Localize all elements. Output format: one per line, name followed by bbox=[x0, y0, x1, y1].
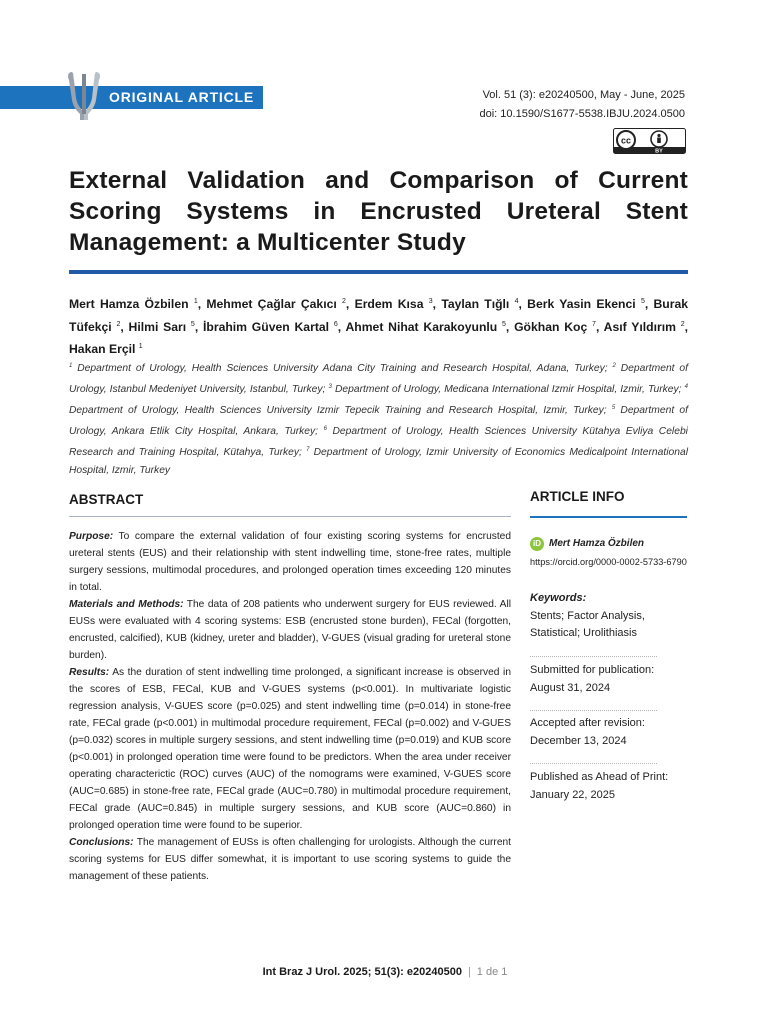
author: Mehmet Çağlar Çakıcı $^2$ bbox=[206, 297, 346, 311]
affiliation: Department of Urology, Health Sciences University Izmir Tepecik Training and Research Hospital, Izmir, Turkey; bbox=[69, 405, 607, 416]
title-divider bbox=[69, 270, 688, 274]
abstract-methods: Materials and Methods: The data of 208 patients who underwent surgery for EUS reviewed. All EUSs were evaluated with 4 scoring systems: ESB (encrusted stone burden), FECal (forgotten, encrusted, calcified), KUB (kidney, ureter and bladder), V-GUES (visual grading for ureteral stone burden). bbox=[69, 599, 511, 661]
footer-separator: | bbox=[467, 966, 471, 978]
abstract-heading: ABSTRACT bbox=[69, 492, 144, 507]
volume-line: Vol. 51 (3): e20240500, May - June, 2025 bbox=[482, 89, 685, 101]
cc-license-badge bbox=[613, 128, 686, 154]
abstract-results: Results: As the duration of stent indwelling time prolonged, a significant increase is observed in the scores of ESB, FECal, KUB and V-GUES systems (p<0.001). In multivariate logistic regression analysis, V-GUES score (p=0.025) and stent indwelling time (p=0.014) in stone-free rate, FECal grade (p<0.001) in multimodal procedure requirement, FECal (p=0.002) and V-GUES (p=0.032) scores in multiple surgery sessions, and stent indwelling time (p=0.019) and KUB score (p<0.001) in prolonged operation time were found to be predictors. When the area under receiver operating characterictic (ROC) curves (AUC) of the nomograms were examined, V-GUES score (AUC=0.685) in stone-free rate, FECal grade (AUC=0.780) in multimodal procedure requirement, FECal grade (AUC=0.845) in multiple surgery sessions, and KUB score (AUC=0.860) in prolonged operation time were found to be superior. bbox=[69, 667, 511, 831]
orcid-author-name: Mert Hamza Özbilen bbox=[549, 538, 645, 549]
author: Asıf Yıldırım $^2$ bbox=[603, 319, 685, 334]
orcid-link[interactable]: https://orcid.org/0000-0002-5733-6790 bbox=[530, 557, 687, 567]
abstract-body bbox=[69, 528, 511, 885]
info-separator bbox=[530, 710, 657, 711]
author: Hilmi Sarı $^5$ bbox=[128, 319, 195, 334]
submitted-label: Submitted for publication: bbox=[530, 664, 655, 676]
affiliation: Department of Urology, Medicana International Izmir Hospital, Izmir, Turkey; bbox=[334, 384, 682, 395]
affiliation: Department of Urology, Izmir University of Economics Medicalpoint International Hospital, Izmir, Turkey bbox=[69, 447, 688, 476]
abstract-conclusions: Conclusions: The management of EUSs is often challenging for urologists. Although the current scoring systems for EUS differ somewhat, it is important to use scoring systems to guide the management of these patients. bbox=[69, 837, 511, 882]
author: İbrahim Güven Kartal $^6$ bbox=[203, 319, 338, 334]
affiliation: Department of Urology, Ankara Etlik City Hospital, Ankara, Turkey; bbox=[69, 405, 688, 437]
author: Ahmet Nihat Karakoyunlu $^5$ bbox=[345, 319, 506, 334]
affiliations: $^1$ Department of Urology, Health Sciences University Adana City Training and Research Hospital, Adana, Turkey; $^2$ Department of Urology, Istanbul Medeniyet University, Istanbul, Turkey; $^3$ Department of Urology, Medicana International Izmir Hospital, Izmir, Turkey; $^4$ Department of Urology, Health Sciences University Izmir Tepecik Training and Research Hospital, Izmir, Turkey; $^5$ Department of Urology, Ankara Etlik City Hospital, Ankara, Turkey; $^6$ Department of Urology, Health Sciences University Kütahya Evliya Celebi Research and Training Hospital, Kütahya, Turkey; $^7$ Department of Urology, Izmir University of Economics Medicalpoint International Hospital, Izmir, Turkey bbox=[69, 363, 688, 476]
article-info-heading: ARTICLE INFO bbox=[530, 489, 625, 504]
author: Berk Yasin Ekenci $^5$ bbox=[527, 297, 645, 311]
license-badge-text: BY bbox=[655, 148, 663, 154]
info-separator bbox=[530, 656, 657, 657]
published-date: January 22, 2025 bbox=[530, 789, 616, 801]
footer-citation: Int Braz J Urol. 2025; 51(3): e20240500 bbox=[262, 966, 462, 978]
affiliation: Department of Urology, Istanbul Medeniyet University, Istanbul, Turkey; bbox=[69, 363, 688, 395]
published-label: Published as Ahead of Print: bbox=[530, 771, 669, 783]
author: Gökhan Koç $^7$ bbox=[514, 319, 596, 334]
author: Taylan Tığlı $^4$ bbox=[441, 297, 519, 311]
affiliation: Department of Urology, Health Sciences University Kütahya Evliya Celebi Research and Training Hospital, Kütahya, Turkey; bbox=[69, 426, 688, 458]
article-info-divider bbox=[530, 516, 687, 518]
affiliation: Department of Urology, Health Sciences University Adana City Training and Research Hospital, Adana, Turkey; bbox=[77, 363, 608, 374]
keywords-label: Keywords: bbox=[530, 592, 587, 604]
journal-logo-icon bbox=[64, 70, 104, 122]
article-title: External Validation and Comparison of Current Scoring Systems in Encrusted Ureteral Stent Management: a Multicenter Study bbox=[69, 167, 688, 256]
page-footer bbox=[0, 966, 770, 978]
author: Hakan Erçil $^1$ bbox=[69, 342, 143, 356]
author: Mert Hamza Özbilen $^1$ bbox=[69, 297, 198, 311]
footer-page-number: 1 de 1 bbox=[476, 966, 508, 978]
abstract-purpose: Purpose: To compare the external validation of four existing scoring systems for encrusted ureteral stents (EUS) and their relationship with stent indwelling time, stone-free rates, multiple surgery sessions, multimodal procedures, and prolonged operation times exceeding 120 minutes in total. bbox=[69, 531, 511, 593]
abstract-divider bbox=[69, 516, 511, 517]
doi-line: doi: 10.1590/S1677-5538.IBJU.2024.0500 bbox=[479, 108, 685, 120]
info-separator bbox=[530, 763, 657, 764]
article-type-label: ORIGINAL ARTICLE bbox=[109, 89, 255, 105]
accepted-date: December 13, 2024 bbox=[530, 735, 627, 747]
submitted-date: August 31, 2024 bbox=[530, 682, 611, 694]
orcid-icon[interactable]: iD bbox=[530, 537, 544, 551]
author: Erdem Kısa $^3$ bbox=[354, 297, 433, 311]
author: Burak Tüfekçi $^2$ bbox=[69, 297, 689, 334]
author-list: Mert Hamza Özbilen $^1$, Mehmet Çağlar Çakıcı $^2$, Erdem Kısa $^3$, Taylan Tığlı $^4$, Berk Yasin Ekenci $^5$, Burak Tüfekçi $^2$, Hilmi Sarı $^5$, İbrahim Güven Kartal $^6$, Ahmet Nihat Karakoyunlu $^5$, Gökhan Koç $^7$, Asıf Yıldırım $^2$, Hakan Erçil $^1$ bbox=[69, 297, 689, 356]
svg-text:cc: cc bbox=[620, 135, 632, 146]
keywords-value: Stents; Factor Analysis, Statistical; Urolithiasis bbox=[530, 610, 645, 639]
accepted-label: Accepted after revision: bbox=[530, 717, 645, 729]
